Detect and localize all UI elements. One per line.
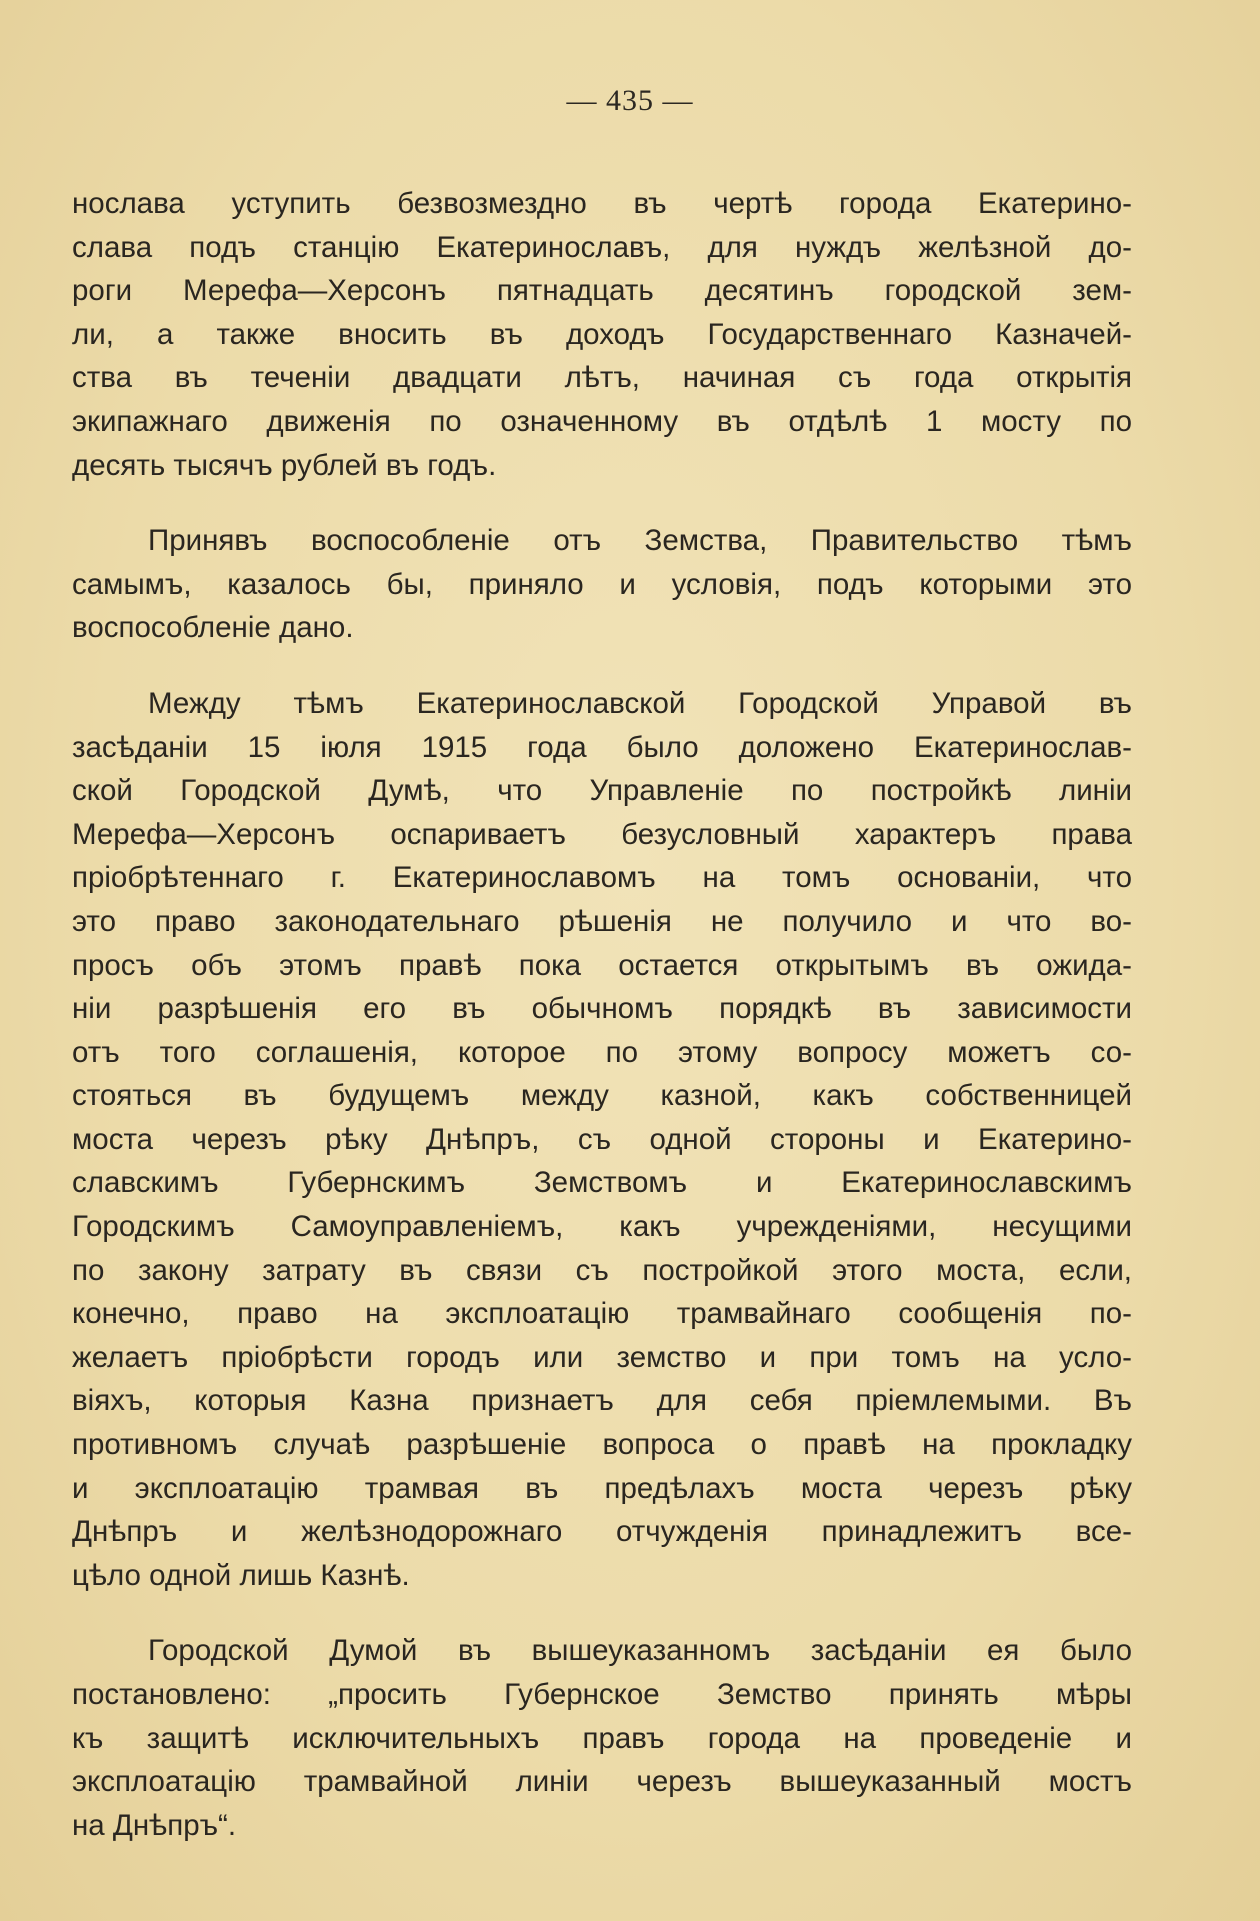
text-line: славскимъ Губернскимъ Земствомъ и Екатеринославскимъ	[72, 1166, 1132, 1200]
text-line: на Днѣпръ“.	[72, 1808, 237, 1842]
text-line: ской Городской Думѣ, что Управленіе по постройкѣ линіи	[72, 774, 1132, 808]
text-line: десять тысячъ рублей въ годъ.	[72, 448, 497, 482]
text-line: моста черезъ рѣку Днѣпръ, съ одной стороны и Екатерино-	[72, 1122, 1132, 1156]
text-line: противномъ случаѣ разрѣшеніе вопроса о правѣ на прокладку	[72, 1428, 1132, 1462]
page-number: — 435 —	[566, 84, 694, 117]
text-line: просъ объ этомъ правѣ пока остается открытымъ въ ожида-	[72, 948, 1132, 982]
text-line: отъ того соглашенія, которое по этому вопросу можетъ со-	[72, 1035, 1132, 1069]
paragraph	[72, 682, 1132, 1597]
text-line: стояться въ будущемъ между казной, какъ собственницей	[72, 1079, 1132, 1113]
text-line: это право законодательнаго рѣшенія не получило и что во-	[72, 904, 1132, 938]
paragraph	[72, 182, 1132, 487]
text-line: Днѣпръ и желѣзнодорожнаго отчужденія принадлежитъ все-	[72, 1515, 1132, 1549]
text-line: ства въ теченіи двадцати лѣтъ, начиная съ года открытія	[72, 361, 1132, 395]
text-line: цѣло одной лишь Казнѣ.	[72, 1558, 410, 1592]
text-line: постановлено: „просить Губернское Земство принять мѣры	[72, 1678, 1132, 1711]
text-line: и эксплоатацію трамвая въ предѣлахъ моста черезъ рѣку	[72, 1471, 1132, 1505]
paragraph	[72, 519, 1132, 650]
text-line: ли, а также вносить въ доходъ Государственнаго Казначей-	[72, 317, 1132, 351]
text-line: роги Мерефа—Херсонъ пятнадцать десятинъ городской зем-	[72, 274, 1132, 308]
text-line: конечно, право на эксплоатацію трамвайнаго сообщенія по-	[72, 1297, 1132, 1331]
text-line: засѣданіи 15 іюля 1915 года было доложено Екатеринослав-	[72, 730, 1132, 764]
text-line: ніи разрѣшенія его въ обычномъ порядкѣ въ зависимости	[72, 992, 1132, 1026]
text-line: Городской Думой въ вышеуказанномъ засѣданіи ея было	[148, 1634, 1132, 1668]
text-line: Мерефа—Херсонъ оспариваетъ безусловный характеръ права	[72, 817, 1132, 851]
paragraph	[72, 1629, 1132, 1847]
text-line: Принявъ воспособленіе отъ Земства, Правительство тѣмъ	[148, 524, 1132, 558]
text-line: эксплоатацію трамвайной линіи черезъ вышеуказанный мостъ	[72, 1765, 1132, 1799]
text-line: по закону затрату въ связи съ постройкой этого моста, если,	[72, 1253, 1132, 1287]
text-line: віяхъ, которыя Казна признаетъ для себя пріемлемыми. Въ	[72, 1384, 1132, 1418]
text-line: пріобрѣтеннаго г. Екатеринославомъ на томъ основаніи, что	[72, 861, 1132, 895]
text-line: нослава уступить безвозмездно въ чертѣ города Екатерино-	[72, 187, 1132, 220]
text-line: экипажнаго движенія по означенному въ отдѣлѣ 1 мосту по	[72, 404, 1132, 438]
text-line: къ защитѣ исключительныхъ правъ города на проведеніе и	[72, 1721, 1132, 1755]
text-line: Городскимъ Самоуправленіемъ, какъ учрежденіями, несущими	[72, 1210, 1132, 1244]
text-line: Между тѣмъ Екатеринославской Городской Управой въ	[148, 686, 1132, 720]
text-line: самымъ, казалось бы, приняло и условія, подъ которыми это	[72, 567, 1132, 601]
text-line: желаетъ пріобрѣсти городъ или земство и при томъ на усло-	[72, 1340, 1132, 1374]
text-line: слава подъ станцію Екатеринославъ, для нуждъ желѣзной до-	[72, 230, 1132, 264]
text-line: воспособленіе дано.	[72, 611, 354, 645]
body-text	[72, 182, 1132, 1879]
